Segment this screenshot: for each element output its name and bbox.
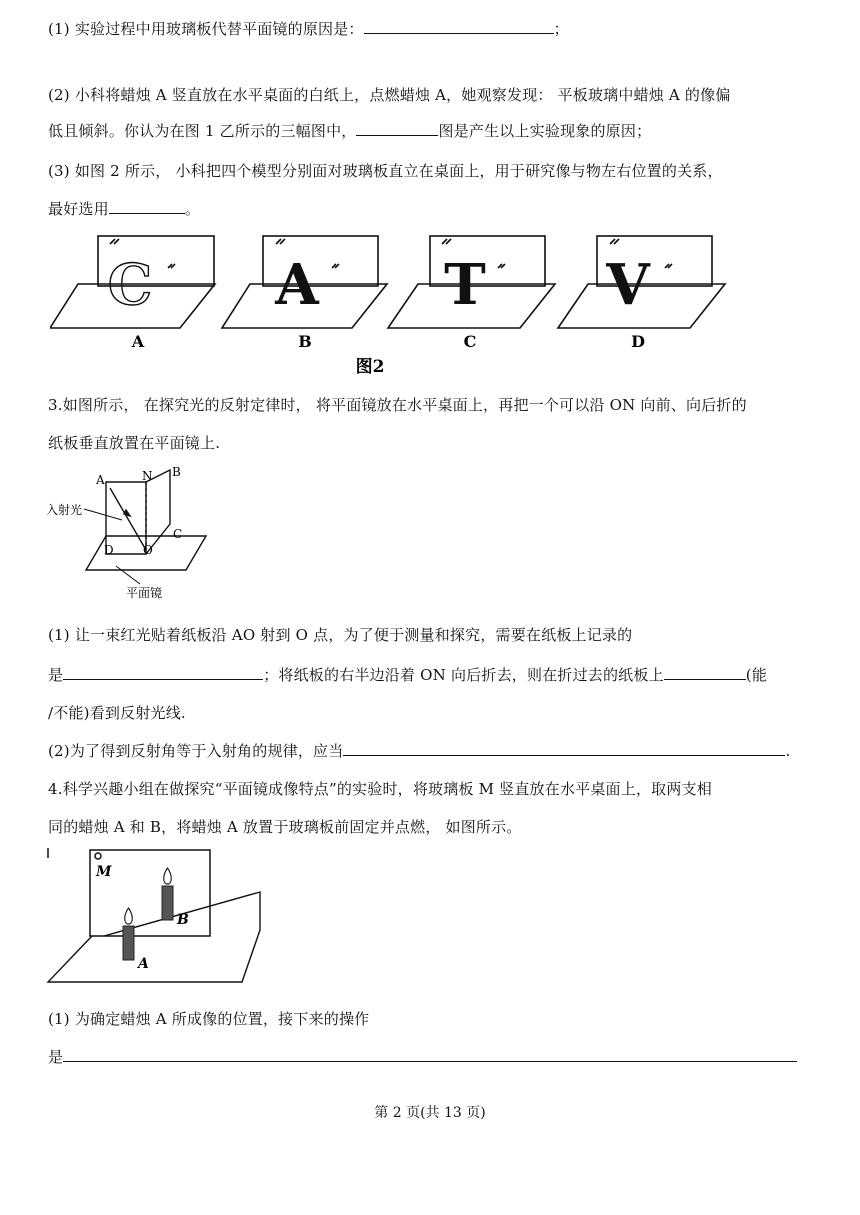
q3-intro-text: 3.如图所示， 在探究光的反射定律时， 将平面镜放在水平桌面上，再把一个可以沿 ON 向前、向后折的	[48, 396, 747, 414]
q4-sub1-text-b: 是	[48, 1048, 64, 1066]
q2-sub2-text: (2) 小科将蜡烛 A 竖直放在水平桌面的白纸上，点燃蜡烛 A，她观察发现： 平板玻璃中蜡烛 A 的像偏	[48, 86, 731, 104]
q3-sub2-text: (2)为了得到反射角等于入射角的规律，应当	[48, 742, 344, 760]
q3-sub1-text-b: 是	[48, 666, 64, 684]
answer-blank[interactable]	[109, 199, 185, 214]
model-label-d: D	[631, 332, 645, 351]
q2-sub2-text-c: 图是产生以上实验现象的原因；	[438, 122, 652, 140]
page-footer: 第 2 页(共 13 页)	[374, 1105, 486, 1121]
q3-sub1-line3	[48, 702, 186, 723]
q2-sub3-text-c: 。	[184, 200, 201, 218]
model-label-a: A	[131, 332, 145, 351]
q3-sub1-line2	[48, 664, 767, 685]
candle-b	[162, 886, 173, 920]
label-n: N	[142, 469, 153, 483]
q2-sub3-text: (3) 如图 2 所示， 小科把四个模型分别面对玻璃板直立在桌面上，用于研究像与物左右位置的关系，	[48, 162, 723, 180]
q3-sub1-text-d: (能	[745, 666, 768, 684]
q4-intro-text: 4.科学兴趣小组在做探究“平面镜成像特点”的实验时，将玻璃板 M 竖直放在水平桌面上，取两支相	[48, 780, 712, 798]
q4-intro-line2	[48, 816, 522, 837]
q4-intro-text-b: 同的蜡烛 A 和 B，将蜡烛 A 放置于玻璃板前固定并点燃， 如图所示。	[48, 818, 522, 836]
label-candle-b: B	[177, 912, 189, 928]
q3-sub1-text: (1) 让一束红光贴着纸板沿 AO 射到 O 点，为了便于测量和探究，需要在纸板上记录的	[48, 626, 633, 644]
q3-intro-line2	[48, 432, 220, 453]
q2-sub2-line1	[48, 84, 731, 105]
answer-blank[interactable]	[63, 1047, 797, 1062]
label-candle-a: A	[138, 956, 149, 972]
label-c: C	[173, 527, 183, 541]
figure-2-caption: 图2	[355, 357, 385, 376]
q4-intro-line1	[48, 778, 712, 799]
label-d: D	[104, 543, 114, 557]
q2-sub1-text: (1) 实验过程中用玻璃板代替平面镜的原因是：	[48, 20, 364, 38]
q2-sub1-tail: ；	[553, 20, 569, 38]
q3-sub2-tail: .	[785, 742, 791, 760]
model-label-c: C	[463, 332, 477, 351]
q3-sub1-line1	[48, 624, 632, 645]
q2-sub3-text-b: 最好选用	[48, 200, 109, 218]
q3-sub1-text-c: ；将纸板的右半边沿着 ON 向后折去，则在折过去的纸板上	[263, 666, 664, 684]
answer-blank[interactable]	[356, 121, 438, 136]
q2-sub3-line1	[48, 160, 723, 181]
answer-blank[interactable]	[343, 741, 785, 756]
q2-sub3-line2	[48, 198, 200, 219]
q2-sub2-line2	[48, 120, 651, 141]
reflection-figure	[46, 462, 246, 602]
model-letter-c: C	[107, 252, 153, 318]
q2-sub1-line	[48, 18, 569, 39]
flame-a	[125, 908, 133, 924]
incident-light-label: 入射光	[46, 503, 83, 517]
model-letter-t: T	[444, 252, 486, 318]
model-label-b: B	[298, 332, 312, 351]
answer-blank[interactable]	[664, 665, 746, 680]
q3-intro-text-b: 纸板垂直放置在平面镜上.	[48, 434, 221, 452]
incident-pointer	[84, 509, 122, 520]
q3-sub2-line	[48, 740, 790, 761]
q3-sub1-text-e: /不能)看到反射光线.	[48, 704, 186, 722]
figure-2	[50, 228, 730, 376]
label-b: B	[172, 465, 181, 479]
q2-sub2-text-b: 低且倾斜。你认为在图 1 乙所示的三幅图中，	[48, 122, 357, 140]
label-a: A	[96, 473, 105, 487]
model-letter-a: A	[275, 252, 319, 318]
answer-blank[interactable]	[63, 665, 263, 680]
answer-blank[interactable]	[364, 19, 554, 34]
flame-b	[164, 868, 172, 884]
candle-figure	[46, 846, 262, 984]
label-m: M	[96, 864, 112, 880]
q3-intro-line1	[48, 394, 747, 415]
q4-sub1-line2	[48, 1046, 797, 1067]
table-surface	[48, 892, 260, 982]
incident-ray	[110, 488, 146, 550]
mirror-label: 平面镜	[126, 586, 163, 600]
label-o: O	[143, 543, 153, 557]
q4-sub1-line1	[48, 1008, 369, 1029]
candle-a	[123, 926, 134, 960]
mirror-pointer	[116, 566, 140, 584]
model-letter-v: V	[606, 252, 650, 318]
q4-sub1-text: (1) 为确定蜡烛 A 所成像的位置，接下来的操作	[48, 1010, 370, 1028]
